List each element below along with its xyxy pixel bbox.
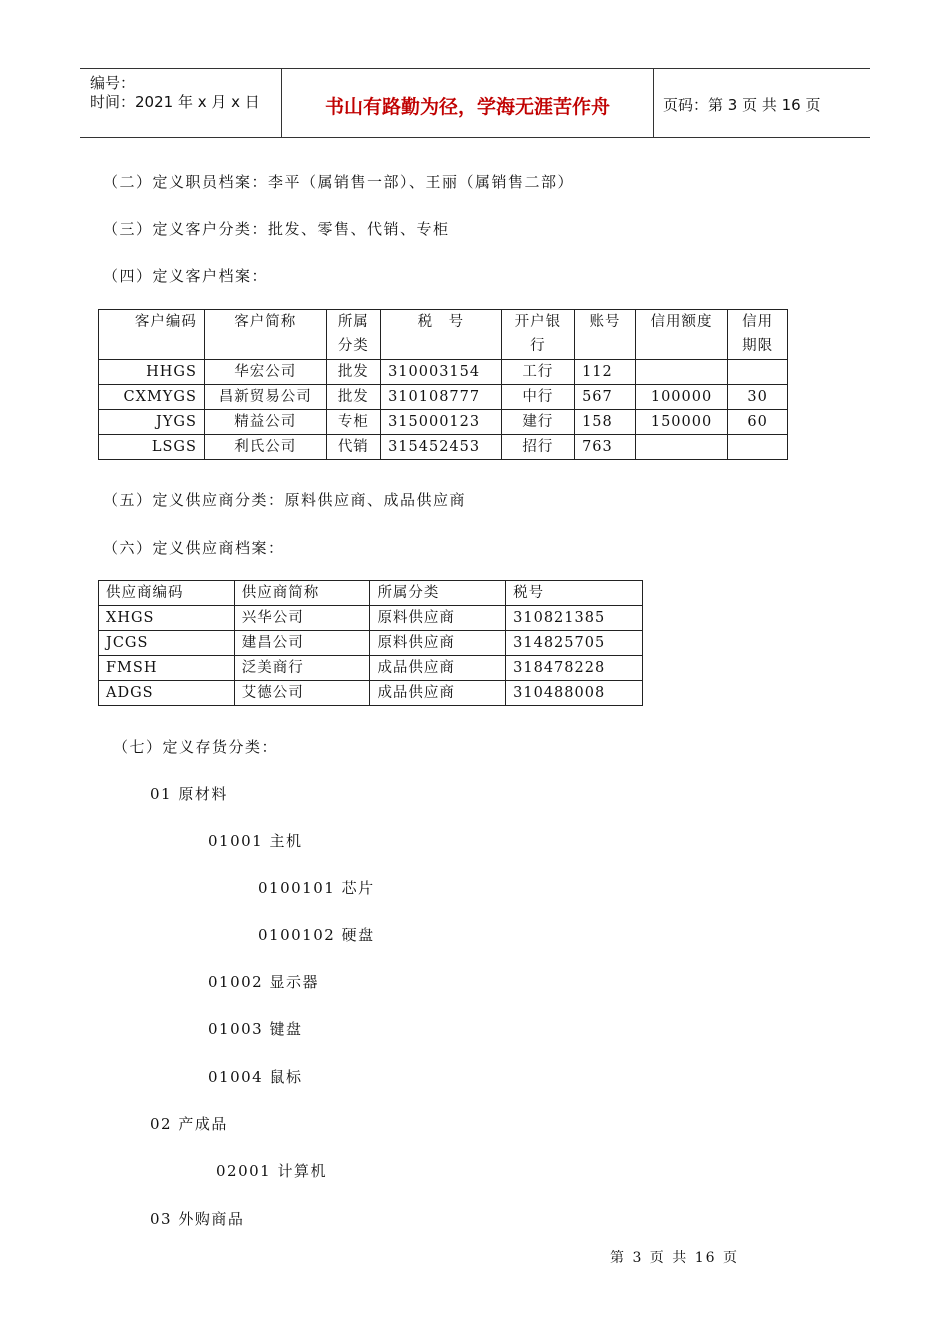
cell-tax-id: 315000123: [381, 410, 502, 435]
section-customer-categories: （三）定义客户分类：批发、零售、代销、专柜: [103, 220, 450, 238]
header-cell: 税 号: [381, 310, 502, 360]
page-footer: 第 3 页 共 16 页: [610, 1250, 739, 1266]
cell-category: 原料供应商: [370, 606, 506, 631]
cell-code: JYGS: [99, 410, 205, 435]
header-cell: 客户简称: [204, 310, 326, 360]
inventory-item: 02001 计算机: [216, 1162, 327, 1180]
document-date: 时间：2021 年 x 月 x 日: [90, 93, 260, 111]
cell-category: 成品供应商: [370, 681, 506, 706]
header-cell: 所属 分类: [326, 310, 381, 360]
header-motto-cell: [282, 69, 654, 137]
inventory-item: 01002 显示器: [208, 973, 319, 991]
table-row: [99, 410, 788, 435]
cell-name: 华宏公司: [204, 360, 326, 385]
section-inventory-categories: （七）定义存货分类：: [113, 738, 279, 756]
cell-tax-id: 314825705: [506, 631, 643, 656]
table-row: [99, 360, 788, 385]
cell-bank: 中行: [501, 385, 574, 410]
cell-code: LSGS: [99, 435, 205, 460]
cell-credit-period: 60: [728, 410, 788, 435]
inventory-item: 01001 主机: [208, 832, 303, 850]
cell-name: 昌新贸易公司: [204, 385, 326, 410]
cell-name: 精益公司: [204, 410, 326, 435]
cell-category: 原料供应商: [370, 631, 506, 656]
document-number: 编号：: [90, 74, 136, 92]
cell-bank: 招行: [501, 435, 574, 460]
customer-table-header: [99, 310, 788, 360]
cell-credit-limit: 100000: [635, 385, 727, 410]
cell-account: 158: [575, 410, 636, 435]
table-row: [99, 656, 643, 681]
cell-credit-limit: 150000: [635, 410, 727, 435]
cell-tax-id: 310003154: [381, 360, 502, 385]
header-cell: 信用 期限: [728, 310, 788, 360]
header-cell: 客户编码: [99, 310, 205, 360]
inventory-item: 01003 键盘: [208, 1020, 303, 1038]
cell-name: 艾德公司: [234, 681, 370, 706]
header-cell: 所属分类: [370, 581, 506, 606]
inventory-item: 02 产成品: [150, 1115, 228, 1133]
cell-tax-id: 315452453: [381, 435, 502, 460]
cell-credit-period: [728, 360, 788, 385]
section-customer-records: （四）定义客户档案：: [103, 267, 269, 285]
cell-bank: 建行: [501, 410, 574, 435]
cell-name: 建昌公司: [234, 631, 370, 656]
header-cell: 供应商编码: [99, 581, 235, 606]
cell-name: 利氏公司: [204, 435, 326, 460]
section-supplier-records: （六）定义供应商档案：: [103, 539, 285, 557]
supplier-table: [98, 580, 643, 706]
cell-category: 批发: [326, 360, 381, 385]
supplier-table-header: [99, 581, 643, 606]
cell-code: CXMYGS: [99, 385, 205, 410]
cell-credit-period: 30: [728, 385, 788, 410]
cell-name: 兴华公司: [234, 606, 370, 631]
cell-tax-id: 318478228: [506, 656, 643, 681]
header-cell: 供应商简称: [234, 581, 370, 606]
inventory-item: 01 原材料: [150, 785, 228, 803]
cell-tax-id: 310488008: [506, 681, 643, 706]
table-row: [99, 681, 643, 706]
section-supplier-categories: （五）定义供应商分类：原料供应商、成品供应商: [103, 491, 467, 509]
cell-category: 批发: [326, 385, 381, 410]
cell-tax-id: 310821385: [506, 606, 643, 631]
header-meta-cell: [80, 69, 282, 137]
page-header: [80, 68, 870, 138]
motto: 书山有路勤为径，学海无涯苦作舟: [324, 96, 610, 118]
cell-account: 112: [575, 360, 636, 385]
cell-credit-period: [728, 435, 788, 460]
header-cell: 信用额度: [635, 310, 727, 360]
inventory-item: 0100102 硬盘: [258, 926, 375, 944]
header-cell: 账号: [575, 310, 636, 360]
cell-bank: 工行: [501, 360, 574, 385]
header-cell: 税号: [506, 581, 643, 606]
cell-code: HHGS: [99, 360, 205, 385]
table-row: [99, 435, 788, 460]
cell-category: 成品供应商: [370, 656, 506, 681]
cell-account: 567: [575, 385, 636, 410]
cell-credit-limit: [635, 435, 727, 460]
table-row: [99, 385, 788, 410]
cell-code: XHGS: [99, 606, 235, 631]
inventory-item: 0100101 芯片: [258, 879, 375, 897]
cell-code: FMSH: [99, 656, 235, 681]
inventory-item: 03 外购商品: [150, 1210, 245, 1228]
cell-category: 专柜: [326, 410, 381, 435]
cell-credit-limit: [635, 360, 727, 385]
cell-category: 代销: [326, 435, 381, 460]
inventory-item: 01004 鼠标: [208, 1068, 303, 1086]
cell-name: 泛美商行: [234, 656, 370, 681]
table-row: [99, 606, 643, 631]
header-page-cell: [654, 69, 870, 137]
page-indicator: 页码：第 3 页 共 16 页: [663, 96, 821, 114]
section-employees: （二）定义职员档案：李平（属销售一部）、王丽（属销售二部）: [103, 173, 575, 191]
cell-tax-id: 310108777: [381, 385, 502, 410]
cell-code: ADGS: [99, 681, 235, 706]
header-cell: 开户银 行: [501, 310, 574, 360]
cell-account: 763: [575, 435, 636, 460]
cell-code: JCGS: [99, 631, 235, 656]
table-row: [99, 631, 643, 656]
customer-table: [98, 309, 788, 460]
